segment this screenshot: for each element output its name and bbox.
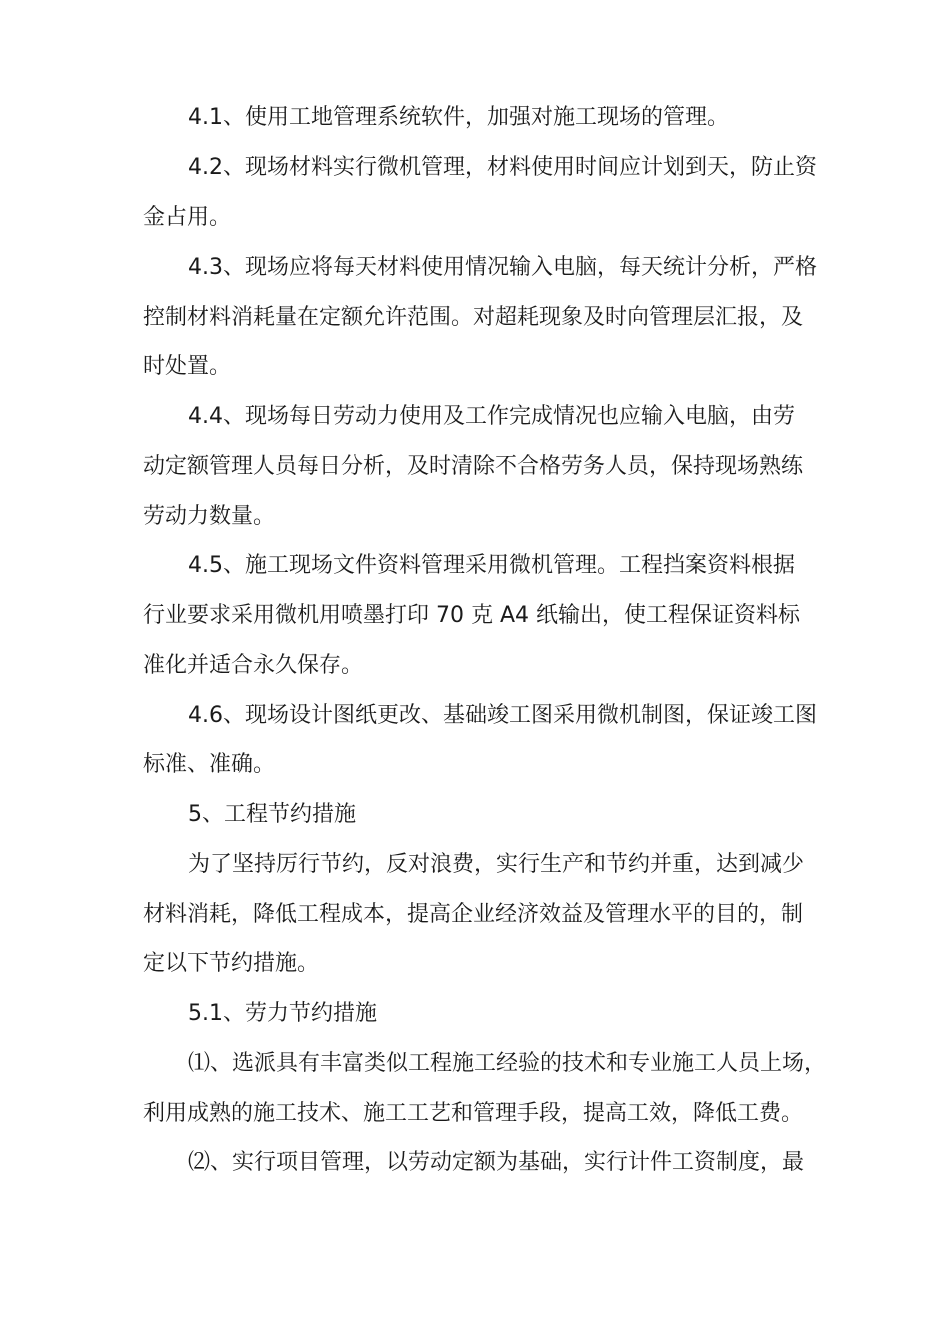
text-line: 标准、准确。 [143,752,276,777]
section-heading: 5、工程节约措施 [188,802,356,827]
text-line: 4.1、使用工地管理系统软件，加强对施工现场的管理。 [188,105,729,130]
text-line: 4.6、现场设计图纸更改、基础竣工图采用微机制图，保证竣工图 [188,703,817,728]
text-line: 4.3、现场应将每天材料使用情况输入电脑，每天统计分析，严格 [188,255,817,280]
text-line: 金占用。 [143,205,232,230]
text-line: 准化并适合永久保存。 [143,653,364,678]
text-line: 利用成熟的施工技术、施工工艺和管理手段，提高工效，降低工费。 [143,1101,804,1126]
text-line: 行业要求采用微机用喷墨打印 70 克 A4 纸输出，使工程保证资料标 [143,603,801,628]
text-line: 控制材料消耗量在定额允许范围。对超耗现象及时向管理层汇报，及 [143,305,804,330]
text-line: 定以下节约措施。 [143,951,320,976]
text-line: 劳动力数量。 [143,504,276,529]
text-line: ⑵、实行项目管理，以劳动定额为基础，实行计件工资制度，最 [188,1150,805,1175]
text-line: 4.5、施工现场文件资料管理采用微机管理。工程挡案资料根据 [188,553,795,578]
text-line: ⑴、选派具有丰富类似工程施工经验的技术和专业施工人员上场， [188,1051,827,1076]
text-line: 动定额管理人员每日分析，及时清除不合格劳务人员，保持现场熟练 [143,454,804,479]
subsection-heading: 5.1、劳力节约措施 [188,1001,377,1026]
text-line: 为了坚持厉行节约，反对浪费，实行生产和节约并重，达到减少 [188,852,805,877]
text-line: 材料消耗，降低工程成本，提高企业经济效益及管理水平的目的，制 [143,902,804,927]
text-line: 时处置。 [143,354,232,379]
text-line: 4.2、现场材料实行微机管理，材料使用时间应计划到天，防止资 [188,155,817,180]
text-line: 4.4、现场每日劳动力使用及工作完成情况也应输入电脑，由劳 [188,404,795,429]
